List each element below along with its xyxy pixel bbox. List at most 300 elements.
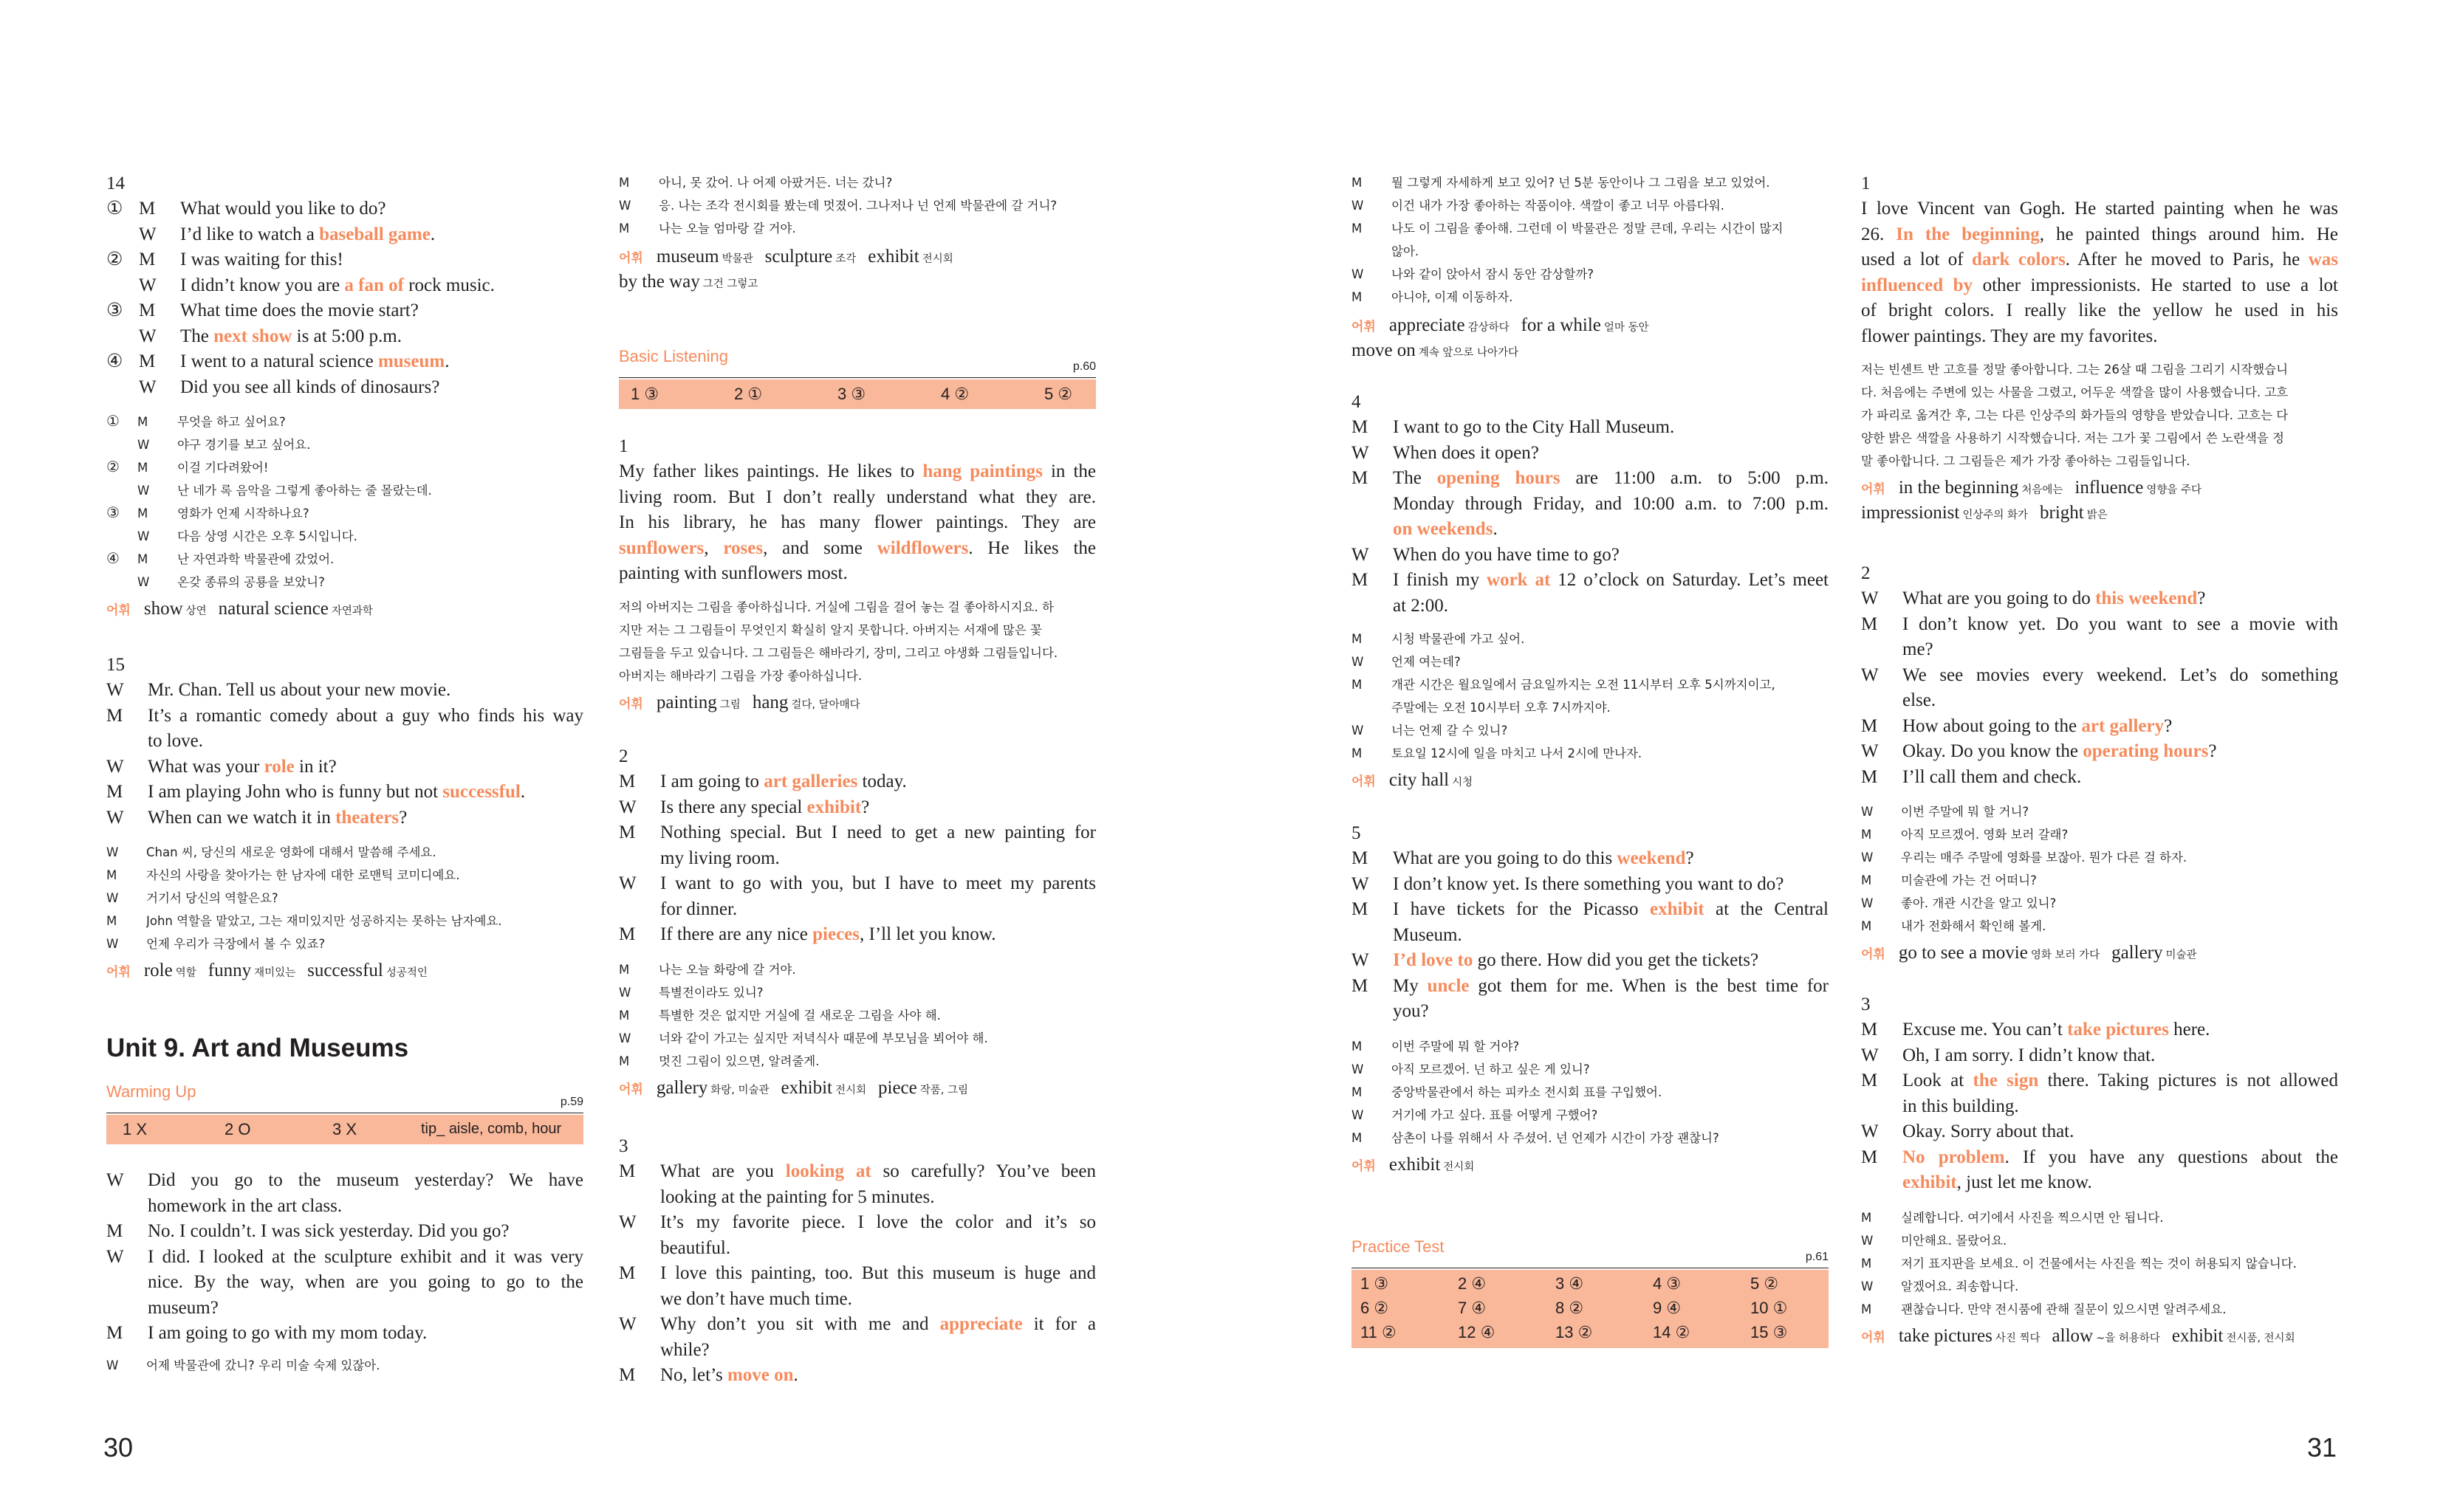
line-text (660, 1312, 1096, 1338)
passage-line (1861, 324, 2338, 350)
line-text (1393, 846, 1829, 872)
spacer (160, 222, 180, 248)
text-run: I did. I looked at the sculpture exhibit and it was very (148, 1246, 583, 1267)
question-14 (106, 171, 583, 622)
translation-line (1861, 1229, 2338, 1252)
basic-q4 (1351, 390, 1829, 793)
translation-text: 언제 여는데? (1391, 655, 1461, 669)
spacer (118, 571, 137, 594)
spacer (1372, 1127, 1391, 1150)
translation-text: 나는 오늘 엄마랑 갈 거야. (659, 221, 796, 236)
practice-q1 (1861, 171, 2338, 526)
translation-line: 아버지는 해바라기 그림을 가장 좋아하십니다. (619, 668, 863, 683)
spacer (1372, 415, 1393, 441)
speaker: M (1351, 632, 1363, 646)
text-run: Excuse me. You can’t (1902, 1020, 2068, 1040)
text-run: I don’t know yet. Do you want to see a movie with (1902, 614, 2338, 634)
speaker: W (1861, 850, 1874, 865)
passage-line (619, 510, 1096, 536)
spacer (127, 910, 146, 932)
line-text (1902, 1017, 2338, 1043)
speaker: M (619, 1263, 636, 1283)
spacer (1882, 637, 1902, 663)
text-run: Okay. Do you know the (1902, 741, 2083, 761)
question-number: 14 (106, 173, 125, 193)
speaker: M (1861, 614, 1878, 634)
translation-text: 시청 박물관에 가고 싶어. (1391, 632, 1525, 646)
line-text (1902, 714, 2338, 740)
translation-text: 미안해요. 몰랐어요. (1901, 1233, 2007, 1248)
text-run: 26. (1861, 224, 1897, 244)
translation-text: 실례합니다. 여기에서 사진을 찍으시면 안 됩니다. (1901, 1210, 2164, 1225)
vocab-word: city hall (1388, 770, 1450, 790)
unit-title: Unit 9. Art and Museums (106, 1034, 409, 1062)
translation-text: 멋진 그림이 있으면, 알려줄게. (659, 1054, 820, 1068)
answer-2: 2 O (225, 1120, 251, 1138)
dialogue-line (106, 349, 583, 375)
speaker: M (106, 868, 117, 882)
speaker: W (139, 326, 157, 346)
text-run: are 11:00 a.m. to 5:00 p.m. (1560, 468, 1829, 488)
spacer (1882, 1043, 1902, 1069)
dialogue-line (106, 1245, 583, 1271)
dialogue-line (106, 1194, 583, 1220)
key-phrase: pieces (812, 924, 860, 944)
passage-line (1861, 196, 2338, 222)
translation-text: 미술관에 가는 건 어떠니? (1901, 873, 2037, 887)
line-marker: ③ (106, 300, 123, 320)
speaker: M (1861, 1302, 1872, 1316)
answer-number: 9 (1653, 1299, 1662, 1317)
spacer (1372, 1035, 1391, 1058)
speaker: M (1351, 570, 1368, 590)
dialogue-line (1861, 739, 2338, 765)
dialogue-line (106, 1270, 583, 1296)
vocab-row (619, 690, 1096, 715)
translation-line (619, 1027, 1096, 1050)
speaker (1351, 999, 1372, 1025)
speaker (619, 1338, 640, 1364)
vocab-word: exhibit (1388, 1154, 1441, 1175)
dialogue-line (106, 729, 583, 755)
dialogue-line (106, 324, 583, 350)
spacer (158, 571, 177, 594)
translation-line (1861, 892, 2338, 915)
answer-number: 10 (1750, 1299, 1769, 1317)
spacer (640, 217, 659, 240)
vocab-meaning: 화랑, 미술관 (710, 1084, 770, 1096)
spacer (127, 932, 146, 955)
translation (1351, 171, 1829, 309)
key-phrase: looking at (785, 1161, 871, 1181)
text-run: Museum. (1393, 924, 1462, 945)
answer-tip: tip_ aisle, comb, hour (421, 1121, 562, 1137)
dialogue-line (106, 805, 583, 831)
line-text (1393, 415, 1829, 441)
translation-line (1351, 286, 1829, 309)
line-marker (106, 571, 118, 594)
text-run: 12 o’clock on Saturday. Let’s meet (1550, 570, 1829, 590)
speaker: M (1351, 975, 1368, 996)
passage-line (619, 561, 1096, 587)
line-text (660, 769, 1096, 795)
answer-1: 1 X (123, 1120, 148, 1138)
vocab-label: 어휘 (1351, 774, 1376, 789)
passage (619, 459, 1096, 587)
speaker: W (137, 529, 150, 543)
spacer (158, 502, 177, 525)
line-marker (106, 324, 118, 350)
speaker: M (1351, 176, 1363, 190)
speaker: M (1351, 899, 1368, 919)
vocab-meaning: 사진 찍다 (1995, 1332, 2041, 1344)
spacer (1882, 1298, 1901, 1321)
translation-line (106, 1354, 583, 1377)
speaker: W (1351, 950, 1369, 970)
text-run: museum? (148, 1297, 219, 1318)
key-phrase: In the beginning (1896, 224, 2040, 244)
translation (106, 841, 583, 955)
text-run: The (1393, 468, 1437, 488)
line-marker: ④ (106, 351, 123, 371)
speaker: W (619, 1314, 637, 1334)
dialogue-line (106, 222, 583, 248)
vocab-meaning: 자연과학 (331, 605, 373, 617)
speaker: M (137, 415, 148, 429)
spacer (640, 171, 659, 194)
question-number: 5 (1351, 823, 1361, 843)
spacer (640, 1287, 660, 1313)
vocab-row (1351, 1152, 1829, 1178)
vocab-word: for a while (1521, 315, 1601, 335)
translation-line: 다. 처음에는 주변에 있는 사물을 그렸고, 어두운 색깔을 많이 사용했습니다. 고흐 (1861, 385, 2289, 399)
speaker: M (619, 1365, 636, 1385)
spacer (1882, 800, 1901, 823)
spacer (118, 247, 139, 273)
line-text (660, 1210, 1096, 1236)
text-run: there. Taking pictures is not allowed (2038, 1071, 2338, 1090)
dialogue-line (619, 1185, 1096, 1211)
dialogue-line (1351, 872, 1829, 898)
warming-up-script (106, 1168, 583, 1377)
vocab-meaning: 인상주의 화가 (1962, 509, 2028, 521)
translation-text: 않아. (1391, 244, 1419, 258)
translation (1861, 800, 2338, 938)
answer-bar-warming-up (106, 1115, 583, 1144)
vocab-label: 어휘 (619, 1082, 643, 1097)
vocab-label: 어휘 (1861, 1330, 1885, 1345)
answer-10 (1750, 1299, 1787, 1318)
vocab-items (1351, 338, 1829, 363)
text-run: in this building. (1902, 1096, 2019, 1116)
line-text (180, 222, 583, 248)
speaker: M (106, 914, 117, 928)
vocab-row (1351, 313, 1829, 338)
spacer (1882, 1094, 1902, 1120)
spacer (118, 433, 137, 456)
dialogue-line (106, 1168, 583, 1194)
speaker: W (1861, 805, 1874, 819)
spacer (118, 410, 137, 433)
line-marker (106, 273, 118, 299)
translation-text: 나는 오늘 화랑에 갈 거야. (659, 962, 796, 977)
answer-choice: ④ (1666, 1299, 1682, 1317)
translation-line (1351, 240, 1829, 263)
speaker: M (137, 552, 148, 566)
spacer (1882, 1275, 1901, 1298)
translation (1351, 628, 1829, 765)
translation-line (1351, 696, 1829, 719)
key-phrase: operating hours (2083, 741, 2209, 761)
question-number: 2 (1861, 563, 1871, 583)
line-text (660, 871, 1096, 897)
translation-line (106, 456, 583, 479)
vocab-meaning: 작품, 그림 (919, 1084, 968, 1096)
speaker: M (1861, 828, 1872, 842)
dialogue-line (106, 1321, 583, 1347)
spacer (1882, 1170, 1902, 1196)
answer-number: 5 (1750, 1274, 1760, 1293)
spacer (640, 871, 660, 897)
speaker: M (139, 351, 156, 371)
spacer (1372, 517, 1393, 543)
line-text (1393, 568, 1829, 594)
answer-12 (1458, 1323, 1495, 1342)
speaker: W (619, 797, 637, 817)
vocab-word: gallery (656, 1077, 708, 1098)
vocab-word: take pictures (1898, 1325, 1993, 1346)
answer-choice: ③ (1666, 1274, 1682, 1293)
text-run: My father likes paintings. He likes to (619, 461, 923, 481)
text-run: me? (1902, 639, 1933, 659)
text-run: How about going to the (1902, 715, 2082, 736)
translation-text: 영화가 언제 시작하나요? (177, 506, 309, 520)
translation (1861, 1206, 2338, 1321)
line-text (180, 375, 583, 401)
dialogue-line (1351, 543, 1829, 568)
dialogue (1351, 846, 1829, 1025)
answer-choice: ④ (1471, 1274, 1487, 1293)
translation-text: 좋아. 개관 시간을 알고 있니? (1901, 896, 2057, 910)
translation-line (1351, 628, 1829, 650)
translation-line (1861, 1275, 2338, 1298)
vocab-label: 어휘 (1861, 947, 1885, 962)
translation-line (1351, 217, 1829, 240)
speaker: M (1861, 1071, 1878, 1090)
translation-line (1351, 673, 1829, 696)
translation-text: 뭘 그렇게 자세하게 보고 있어? 넌 5분 동안이나 그 그림을 보고 있었어. (1391, 176, 1770, 190)
translation-text: 아직 모르겠어. 넌 하고 싶은 게 있니? (1391, 1062, 1590, 1076)
speaker: W (139, 275, 157, 295)
speaker: W (106, 1170, 124, 1190)
line-text (1393, 517, 1829, 543)
key-phrase: art galleries (764, 772, 858, 791)
translation (1861, 358, 2338, 472)
speaker: M (1861, 1210, 1872, 1225)
spacer (1882, 765, 1902, 791)
answer-choice: ④ (1569, 1274, 1584, 1293)
dialogue-line (1861, 663, 2338, 689)
vocab-meaning: 처음에는 (2021, 484, 2063, 496)
spacer (640, 922, 660, 948)
spacer (1372, 719, 1391, 742)
spacer (160, 273, 180, 299)
spacer (118, 196, 139, 222)
dialogue-line (1861, 1017, 2338, 1043)
vocab-word: in the beginning (1898, 478, 2019, 498)
dialogue-line (106, 1296, 583, 1322)
dialogue-line (619, 897, 1096, 923)
line-text (1902, 1119, 2338, 1145)
speaker: W (139, 224, 157, 244)
line-text (660, 1363, 1096, 1389)
translation-line (106, 887, 583, 910)
text-run: you? (1393, 1001, 1429, 1021)
line-text (660, 1338, 1096, 1364)
text-run: I am going to go with my mom today. (148, 1323, 428, 1343)
spacer (1372, 923, 1393, 949)
translation-line (619, 1050, 1096, 1073)
spacer (640, 1236, 660, 1262)
translation-text: 이번 주말에 뭐 할 거야? (1391, 1039, 1520, 1054)
speaker: M (139, 199, 156, 219)
translation-text: John 역할을 맡았고, 그는 재미있지만 성공하지는 못하는 남자예요. (146, 914, 502, 928)
key-phrase: the sign (1973, 1071, 2039, 1090)
spacer (127, 1219, 148, 1245)
section-label-practice-test: Practice Test (1351, 1237, 1445, 1256)
dialogue-line (619, 1261, 1096, 1287)
line-marker: ④ (106, 551, 120, 567)
vocab-meaning: 영화 보러 가다 (2030, 949, 2100, 961)
spacer (118, 349, 139, 375)
answer-1 (1360, 1274, 1388, 1293)
answer-choice: ② (1577, 1323, 1593, 1341)
line-text (148, 805, 583, 831)
answer-8 (1555, 1299, 1583, 1318)
answer-number: 2 (1458, 1274, 1467, 1293)
spacer (160, 349, 180, 375)
question-number: 4 (1351, 392, 1361, 412)
spacer (118, 479, 137, 502)
vocab-meaning: 재미있는 (254, 967, 296, 979)
text-run: in it? (294, 756, 337, 777)
vocab-meaning: 영향을 주다 (2146, 484, 2202, 496)
spacer (127, 841, 146, 864)
speaker: M (139, 300, 156, 320)
translation-text: 너와 같이 가고는 싶지만 저녁식사 때문에 부모님을 뵈어야 해. (659, 1031, 988, 1045)
vocab-meaning: 밝은 (2086, 509, 2108, 521)
spacer (1372, 628, 1391, 650)
vocab-meaning: 미술관 (2165, 949, 2197, 961)
dialogue-line (1861, 1094, 2338, 1120)
translation-text: 나와 같이 앉아서 잠시 동안 감상할까? (1391, 267, 1594, 281)
key-phrase: this weekend (2095, 588, 2198, 608)
line-text (180, 298, 583, 324)
key-phrase: exhibit (1902, 1172, 1957, 1192)
translation-line (106, 502, 583, 525)
key-phrase: move on (727, 1365, 794, 1385)
translation-text: 아니, 못 갔어. 나 어제 아팠거든. 너는 갔니? (659, 176, 893, 190)
dialogue (106, 1168, 583, 1347)
translation-text: 무엇을 하고 싶어요? (177, 415, 286, 429)
line-text (1902, 765, 2338, 791)
spacer (1882, 739, 1902, 765)
spacer (1372, 194, 1391, 217)
line-text (148, 1270, 583, 1296)
translation-text: 개관 시간은 월요일에서 금요일까지는 오전 11시부터 오후 5시까지이고, (1391, 678, 1775, 692)
line-text (148, 704, 583, 729)
line-marker: ② (106, 250, 123, 269)
spacer (1882, 1252, 1901, 1275)
speaker: W (619, 199, 631, 213)
spacer (1372, 492, 1393, 518)
spacer (1372, 240, 1391, 263)
translation-text: 내가 전화해서 확인해 볼게. (1901, 919, 2046, 933)
page-number-right: 31 (2307, 1432, 2337, 1463)
translation-line: 가 파리로 옮겨간 후, 그는 다른 인상주의 화가들의 영향을 받았습니다. 고흐는 다 (1861, 408, 2289, 422)
text-run: Did you go to the museum yesterday? We have (148, 1170, 583, 1190)
answer-choice: ① (1772, 1299, 1788, 1317)
translation-text: 저기 표지판을 보세요. 이 건물에서는 사진을 찍는 것이 허용되지 않습니다. (1901, 1256, 2297, 1271)
page-ref: p.60 (1072, 360, 1096, 373)
speaker: W (139, 377, 157, 397)
passage-line (1861, 273, 2338, 299)
vocab-items (1351, 1152, 1829, 1178)
text-run: Nothing special. But I need to get a new painting for (660, 822, 1096, 842)
dialogue-line (106, 196, 583, 222)
speaker: M (619, 822, 636, 842)
spacer (158, 410, 177, 433)
translation-line (1861, 1298, 2338, 1321)
text-run: When does it open? (1393, 442, 1539, 463)
text-run: , (704, 537, 724, 558)
speaker (1351, 696, 1372, 719)
key-phrase: sunflowers (619, 537, 705, 558)
vocab-word: sculpture (764, 247, 833, 267)
basic-q1 (619, 434, 1096, 715)
dialogue-line (106, 755, 583, 780)
dialogue-line (1351, 923, 1829, 949)
dialogue (1861, 1017, 2338, 1196)
vocab-word: influence (2074, 478, 2144, 498)
spacer (1882, 869, 1901, 892)
text-run: , and some (763, 537, 877, 558)
vocab-meaning: 전시회 (922, 253, 953, 265)
vocab-items (619, 1076, 1096, 1101)
passage-line (619, 536, 1096, 562)
vocab-meaning: 시청 (1452, 777, 1473, 788)
translation (106, 410, 583, 594)
line-text (148, 1219, 583, 1245)
dialogue-line (1351, 974, 1829, 1000)
spacer (1372, 650, 1391, 673)
translation-text: 온갖 종류의 공룡을 보았니? (177, 575, 325, 589)
text-run: It’s my favorite piece. I love the color and it’s so (660, 1212, 1096, 1232)
text-run: rock music. (403, 275, 495, 295)
answer-choice: ② (1675, 1323, 1690, 1341)
text-run: living room. But I don’t really understand what they are. (619, 487, 1096, 507)
dialogue-line (619, 769, 1096, 795)
spacer (127, 780, 148, 805)
vocab-meaning: ~을 허용하다 (2096, 1332, 2160, 1344)
vocab-meaning: 계속 앞으로 나아가다 (1418, 347, 1519, 359)
speaker (106, 1296, 127, 1322)
vocab-meaning: 박물관 (722, 253, 753, 265)
spacer (127, 1194, 148, 1220)
translation-line (106, 864, 583, 887)
spacer (1882, 1145, 1902, 1171)
answer-choice: ② (1764, 1274, 1779, 1293)
